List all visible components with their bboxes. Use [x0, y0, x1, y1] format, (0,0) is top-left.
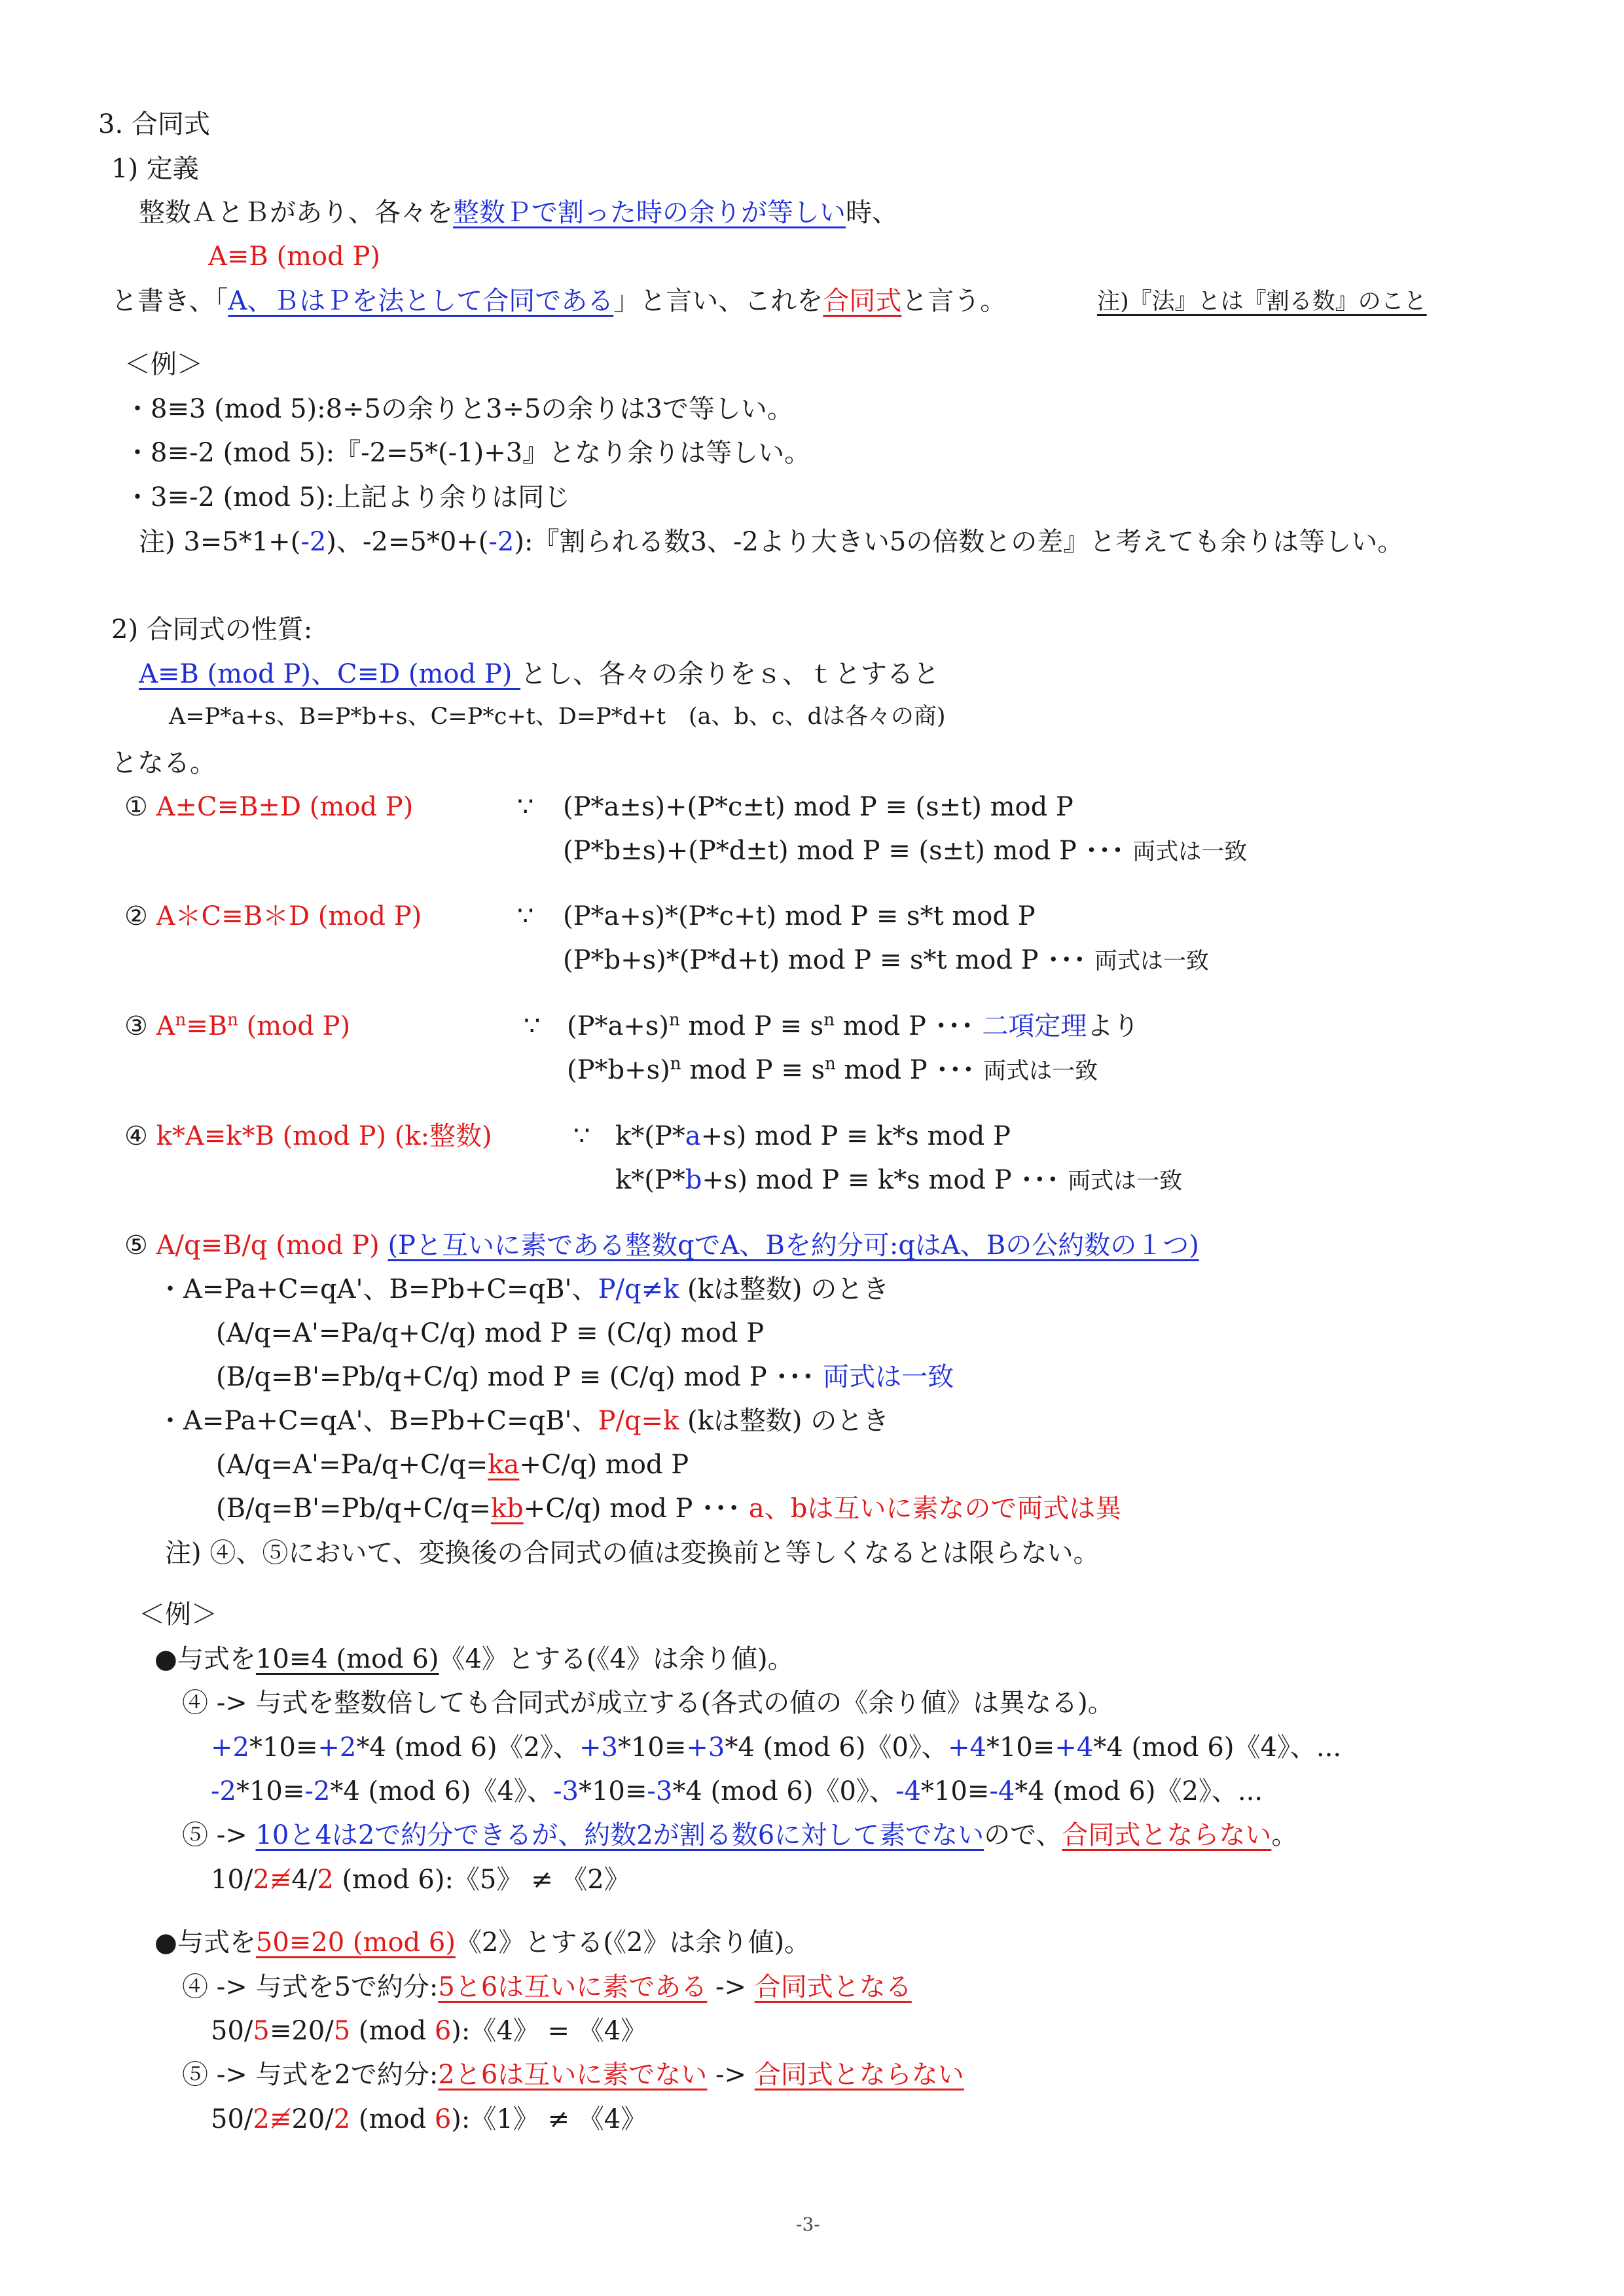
properties-line-2: A=P*a+s、B=P*b+s、C=P*c+t、D=P*d+t (a、b、c、dは各々の商): [169, 704, 946, 730]
b1l3-segment: *4 (mod 6)《2》、...: [1015, 1776, 1263, 1806]
example-2-case-1-line-1: ④ -> 与式を整数倍しても合同式が成立する(各式の値の《余り値》は異なる)。: [182, 1688, 1114, 1718]
properties-line-1: A≡B (mod P)、C≡D (mod P) とし、各々の余りをｓ、ｔとすると: [139, 659, 940, 689]
property-4-because: ∵: [573, 1121, 590, 1151]
b1l3-segment: -4: [989, 1776, 1015, 1806]
property-2-formula: ② A＊C≡B＊D (mod P): [124, 901, 422, 931]
example-2-case-1-line-5: [211, 1867, 630, 1893]
property-1-because: ∵: [517, 792, 534, 822]
b1l2-segment: +3: [686, 1732, 725, 1763]
b1l2-segment: +4: [947, 1732, 986, 1763]
definition-phrase: 整数Ｐで割った時の余りが等しい: [453, 198, 846, 228]
b1l5-segment: ≢: [269, 1865, 292, 1895]
property-4-proof-1: k*(P*a+s) mod P ≡ k*s mod P: [615, 1121, 1011, 1151]
property-5-case-1-line-2: (B/q=B'=Pb/q+C/q) mod P ≡ (C/q) mod P ･･･ 両式は一致: [216, 1362, 954, 1392]
properties-heading: 2) 合同式の性質:: [111, 615, 313, 645]
property-4-proof-2: k*(P*b+s) mod P ≡ k*s mod P ･･･ 両式は一致: [615, 1165, 1183, 1195]
b2l2-segment: ≡20/: [269, 2016, 334, 2046]
b1l5-segment: 4/: [291, 1865, 317, 1895]
example-2-case-1-line-2: [211, 1734, 1341, 1761]
b2l4-segment: 2: [333, 2104, 351, 2134]
b1l3-segment: *4 (mod 6)《0》、: [672, 1776, 895, 1806]
example-2-case-1-line-3: [211, 1778, 1263, 1804]
b2l2-segment: 6: [434, 2016, 452, 2046]
b2l2-segment: ):《4》 = 《4》: [451, 2016, 647, 2046]
example-2-case-2-line-2: [211, 2018, 647, 2044]
section-title: 3. 合同式: [98, 109, 210, 139]
b1l2-segment: +3: [579, 1732, 618, 1763]
property-note: 注) ④、⑤において、変換後の合同式の値は変換前と等しくなるとは限らない。: [165, 1538, 1100, 1568]
b1l2-segment: *10≡: [986, 1732, 1055, 1763]
b1l3-segment: -4: [895, 1776, 921, 1806]
b1l2-segment: +4: [1055, 1732, 1094, 1763]
b1l3-segment: *10≡: [236, 1776, 305, 1806]
example-1-heading: ＜例＞: [124, 350, 203, 380]
example-2-heading: ＜例＞: [139, 1600, 217, 1630]
property-4-formula: ④ k*A≡k*B (mod P) (k:整数): [124, 1121, 492, 1151]
b2l4-segment: 6: [434, 2104, 452, 2134]
property-1-proof-2: (P*b±s)+(P*d±t) mod P ≡ (s±t) mod P ･･･ 両式は一致: [563, 836, 1248, 866]
property-2-because: ∵: [517, 901, 534, 931]
b1l2-segment: +2: [211, 1732, 249, 1763]
b1l2-segment: *4 (mod 6)《2》、: [356, 1732, 579, 1763]
definition-note: 注)『法』とは『割る数』のこと: [1097, 289, 1427, 315]
property-5-case-2: ・A=Pa+C=qA'、B=Pb+C=qB'、P/q=k (kは整数) のとき: [157, 1406, 890, 1436]
b2l4-segment: ):《1》 ≠ 《4》: [451, 2104, 647, 2134]
b2l4-segment: 50/: [211, 2104, 253, 2134]
b2l4-segment: ≢: [269, 2104, 292, 2134]
example-1-note: 注) 3=5*1+(-2)、-2=5*0+(-2):『割られる数3、-2より大きい5の倍数との差』と考えても余りは等しい。: [139, 527, 1404, 557]
property-2-proof-2: (P*b+s)*(P*d+t) mod P ≡ s*t mod P ･･･ 両式は一致: [563, 945, 1210, 975]
example-2-case-2-line-4: [211, 2106, 647, 2132]
property-5-formula: ⑤ A/q≡B/q (mod P) (Pと互いに素である整数qでA、Bを約分可:qはA、Bの公約数の１つ): [124, 1230, 1199, 1261]
b2l2-segment: 5: [333, 2016, 351, 2046]
example-2-case-2: ●与式を50≡20 (mod 6)《2》とする(《2》は余り値)。: [154, 1928, 811, 1958]
b1l3-segment: -2: [211, 1776, 236, 1806]
property-5-case-1: ・A=Pa+C=qA'、B=Pb+C=qB'、P/q≠k (kは整数) のとき: [157, 1274, 890, 1304]
example-2-case-2-line-1: ④ -> 与式を5で約分:5と6は互いに素である -> 合同式となる: [182, 1972, 912, 2002]
b1l3-segment: -3: [552, 1776, 579, 1806]
property-2-proof-1: (P*a+s)*(P*c+t) mod P ≡ s*t mod P: [563, 901, 1036, 931]
b1l3-segment: -2: [304, 1776, 331, 1806]
b1l2-segment: *4 (mod 6)《4》、...: [1093, 1732, 1342, 1763]
example-2-case-1-line-4: ⑤ -> 10と4は2で約分できるが、約数2が割る数6に対して素でないので、合同式とならない。: [182, 1820, 1298, 1850]
example-1-item-2: ・8≡-2 (mod 5):『-2=5*(-1)+3』となり余りは等しい。: [124, 438, 811, 468]
b2l2-segment: 5: [253, 2016, 270, 2046]
b1l2-segment: *10≡: [617, 1732, 687, 1763]
definition-line-1: 整数ＡとＢがあり、各々を整数Ｐで割った時の余りが等しい時、: [139, 198, 898, 228]
b1l5-segment: (mod 6):《5》 ≠ 《2》: [333, 1865, 630, 1895]
b2l2-segment: (mod: [350, 2016, 435, 2046]
page-number: -3-: [796, 2214, 820, 2235]
property-1-proof-1: (P*a±s)+(P*c±t) mod P ≡ (s±t) mod P: [563, 792, 1074, 822]
b1l5-segment: 10/: [211, 1865, 253, 1895]
definition-formula: A≡B (mod P): [208, 242, 380, 272]
example-2-case-1: ●与式を10≡4 (mod 6)《4》とする(《4》は余り値)。: [154, 1644, 794, 1674]
example-1-item-1: ・8≡3 (mod 5):8÷5の余りと3÷5の余りは3で等しい。: [124, 394, 793, 424]
b1l5-segment: 2: [317, 1865, 334, 1895]
property-5-case-1-line-1: (A/q=A'=Pa/q+C/q) mod P ≡ (C/q) mod P: [216, 1318, 765, 1348]
properties-line-3: となる。: [111, 748, 216, 778]
b2l4-segment: 2: [253, 2104, 270, 2134]
definition-line-3: と書き、「A、ＢはＰを法として合同である」と言い、これを合同式と言う。: [111, 286, 1007, 316]
b1l3-segment: *10≡: [578, 1776, 647, 1806]
example-1-item-3: ・3≡-2 (mod 5):上記より余りは同じ: [124, 482, 571, 512]
property-1-formula: ① A±C≡B±D (mod P): [124, 792, 414, 822]
property-3-formula: ③ $A^n\equiv B^n$ (mod P): [124, 1010, 351, 1041]
property-5-case-2-line-2: (B/q=B'=Pb/q+C/q=kb+C/q) mod P ･･･ a、bは互いに素なので両式は異: [216, 1494, 1122, 1524]
b1l2-segment: *4 (mod 6)《0》、: [725, 1732, 948, 1763]
property-5-case-2-line-1: (A/q=A'=Pa/q+C/q=ka+C/q) mod P: [216, 1450, 689, 1480]
property-3-proof-2: $(P*b+s)^n$ mod $P \equiv s^n$ mod P ･･･ 両式は一致: [567, 1054, 1098, 1085]
b1l5-segment: 2: [253, 1865, 270, 1895]
b2l2-segment: 50/: [211, 2016, 253, 2046]
b1l3-segment: *4 (mod 6)《4》、: [330, 1776, 553, 1806]
b1l2-segment: +2: [317, 1732, 357, 1763]
property-3-because: ∵: [524, 1011, 541, 1041]
b1l3-segment: *10≡: [920, 1776, 990, 1806]
example-2-case-2-line-3: ⑤ -> 与式を2で約分:2と6は互いに素でない -> 合同式とならない: [182, 2060, 964, 2090]
b2l4-segment: 20/: [291, 2104, 334, 2134]
b2l4-segment: (mod: [350, 2104, 435, 2134]
property-3-proof-1: $(P*a+s)^n$ mod $P \equiv s^n$ mod P ･･･ 二項定理より: [567, 1010, 1140, 1041]
b1l3-segment: -3: [647, 1776, 673, 1806]
b1l2-segment: *10≡: [249, 1732, 318, 1763]
definition-heading: 1) 定義: [111, 154, 199, 184]
